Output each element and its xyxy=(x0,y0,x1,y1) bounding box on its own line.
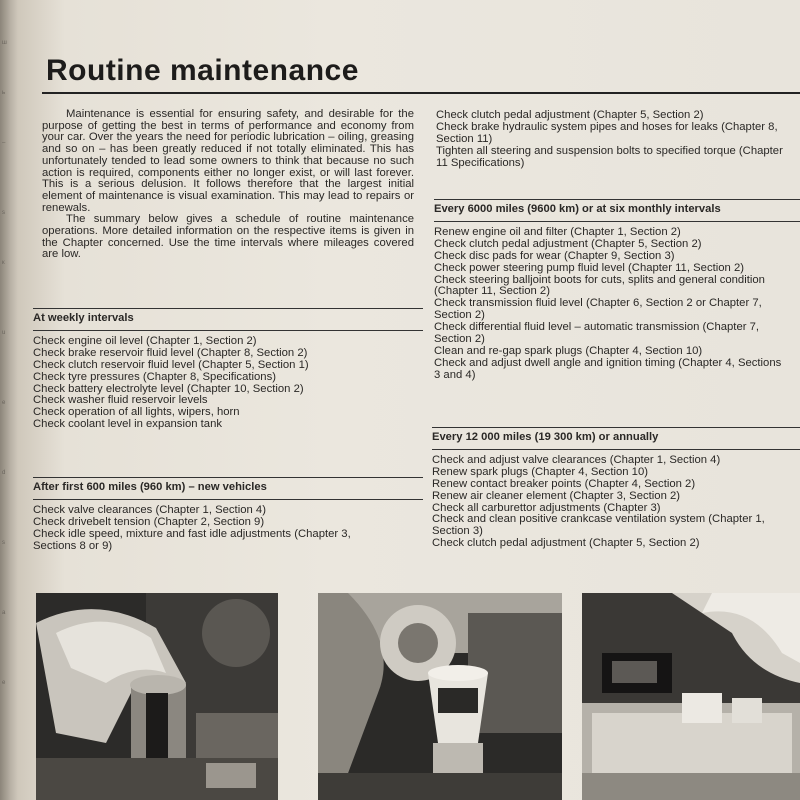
intro-text xyxy=(42,109,414,261)
title-underline xyxy=(42,92,800,94)
list-item: Renew engine oil and filter (Chapter 1, Section 2) xyxy=(434,225,681,238)
photo-engine-oil-filler xyxy=(36,593,278,800)
list-item: Check brake reservoir fluid level (Chapter 8, Section 2) xyxy=(33,346,308,359)
list-item: (Chapter 11, Section 2) xyxy=(434,285,550,298)
list-item: Check and adjust valve clearances (Chapter 1, Section 4) xyxy=(432,453,721,466)
list-item: Renew air cleaner element (Chapter 3, Section 2) xyxy=(432,489,681,502)
list-item: Check tyre pressures (Chapter 8, Specifications) xyxy=(33,370,276,383)
section-heading: Every 12 000 miles (19 300 km) or annually xyxy=(432,432,800,450)
intro-paragraph: The summary below gives a schedule of routine maintenance operations. More detailed information on the respective items is given in the Chapter concerned. Use the time intervals where mileages covered are low. xyxy=(42,213,414,261)
list-item: Check all carburettor adjustments (Chapter 3) xyxy=(432,501,661,514)
manual-page xyxy=(18,0,800,800)
list-item: Section 3) xyxy=(432,525,483,538)
list-item: Section 11) xyxy=(436,132,493,145)
list-item: Check idle speed, mixture and fast idle adjustments (Chapter 3, xyxy=(33,527,351,540)
section-top-rule xyxy=(432,427,800,428)
list-item: Check disc pads for wear (Chapter 9, Section 3) xyxy=(434,249,675,262)
intro-paragraph: Maintenance is essential for ensuring safety, and desirable for the purpose of getting the best in terms of performance and economy from your car. Over the years the need for periodic lubrication – oiling, greasing and so on – has been greatly reduced if not totally eliminated. This has unfortunately tended to lead some owners to think that because no such action is required, components either no longer exist, or will last forever. This is a serious delusion. It follows therefore that the largest initial element of maintenance is visual examination. This may lead to repairs or renewals. xyxy=(42,108,414,214)
section-heading: At weekly intervals xyxy=(33,313,423,331)
list-item: Section 2) xyxy=(434,333,485,346)
continued-section xyxy=(436,110,800,170)
list-item: Check steering balljoint boots for cuts, splits and general condition xyxy=(434,273,765,286)
list-item: Check and adjust dwell angle and ignition timing (Chapter 4, Sections xyxy=(434,356,782,369)
first-600-list xyxy=(33,505,423,553)
list-item: Clean and re-gap spark plugs (Chapter 4, Section 10) xyxy=(434,344,703,357)
weekly-list xyxy=(33,336,423,431)
page-title: Routine maintenance xyxy=(46,54,359,87)
list-item: Renew spark plugs (Chapter 4, Section 10) xyxy=(432,465,649,478)
weekly-section xyxy=(33,308,423,431)
first-600-section xyxy=(33,477,423,553)
list-item: Check valve clearances (Chapter 1, Section 4) xyxy=(33,503,266,516)
section-top-rule xyxy=(33,477,423,478)
list-item: Check clutch pedal adjustment (Chapter 5, Section 2) xyxy=(434,237,702,250)
section-heading: After first 600 miles (960 km) – new vehicles xyxy=(33,482,423,500)
list-item: Check clutch pedal adjustment (Chapter 5, Section 2) xyxy=(436,110,704,121)
photo-brake-reservoir xyxy=(318,593,562,800)
section-top-rule xyxy=(33,308,423,309)
list-item: Check drivebelt tension (Chapter 2, Section 9) xyxy=(33,515,265,528)
list-item: Check washer fluid reservoir levels xyxy=(33,394,208,407)
list-item: Check power steering pump fluid level (Chapter 11, Section 2) xyxy=(434,261,744,274)
list-item: Renew contact breaker points (Chapter 4, Section 2) xyxy=(432,477,696,490)
list-item: Check engine oil level (Chapter 1, Section 2) xyxy=(33,334,257,347)
photo-strip xyxy=(36,593,800,800)
six-monthly-list xyxy=(434,227,800,382)
list-item: Check transmission fluid level (Chapter 6, Section 2 or Chapter 7, xyxy=(434,297,762,310)
annual-section xyxy=(432,427,800,550)
list-item: Check brake hydraulic system pipes and hoses for leaks (Chapter 8, xyxy=(436,120,778,133)
section-heading: Every 6000 miles (9600 km) or at six monthly intervals xyxy=(434,204,800,222)
book-binding-edge: ш ь – s к u e d s a e xyxy=(0,0,18,800)
list-item: Check coolant level in expansion tank xyxy=(33,418,223,431)
list-item: Sections 8 or 9) xyxy=(33,539,113,552)
list-item: Section 2) xyxy=(434,309,485,322)
section-top-rule xyxy=(434,199,800,200)
list-item: 11 Specifications) xyxy=(436,156,525,169)
list-item: Check battery electrolyte level (Chapter 10, Section 2) xyxy=(33,382,304,395)
list-item: Check operation of all lights, wipers, horn xyxy=(33,406,240,419)
list-item: Check and clean positive crankcase ventilation system (Chapter 1, xyxy=(432,513,765,526)
list-item: Check differential fluid level – automatic transmission (Chapter 7, xyxy=(434,321,760,334)
list-item: Tighten all steering and suspension bolts to specified torque (Chapter xyxy=(436,144,783,157)
list-item: Check clutch pedal adjustment (Chapter 5, Section 2) xyxy=(432,537,700,550)
annual-list xyxy=(432,455,800,550)
list-item: Check clutch reservoir fluid level (Chapter 5, Section 1) xyxy=(33,358,309,371)
list-item: 3 and 4) xyxy=(434,368,476,381)
photo-battery xyxy=(582,593,800,800)
six-monthly-section xyxy=(434,199,800,382)
